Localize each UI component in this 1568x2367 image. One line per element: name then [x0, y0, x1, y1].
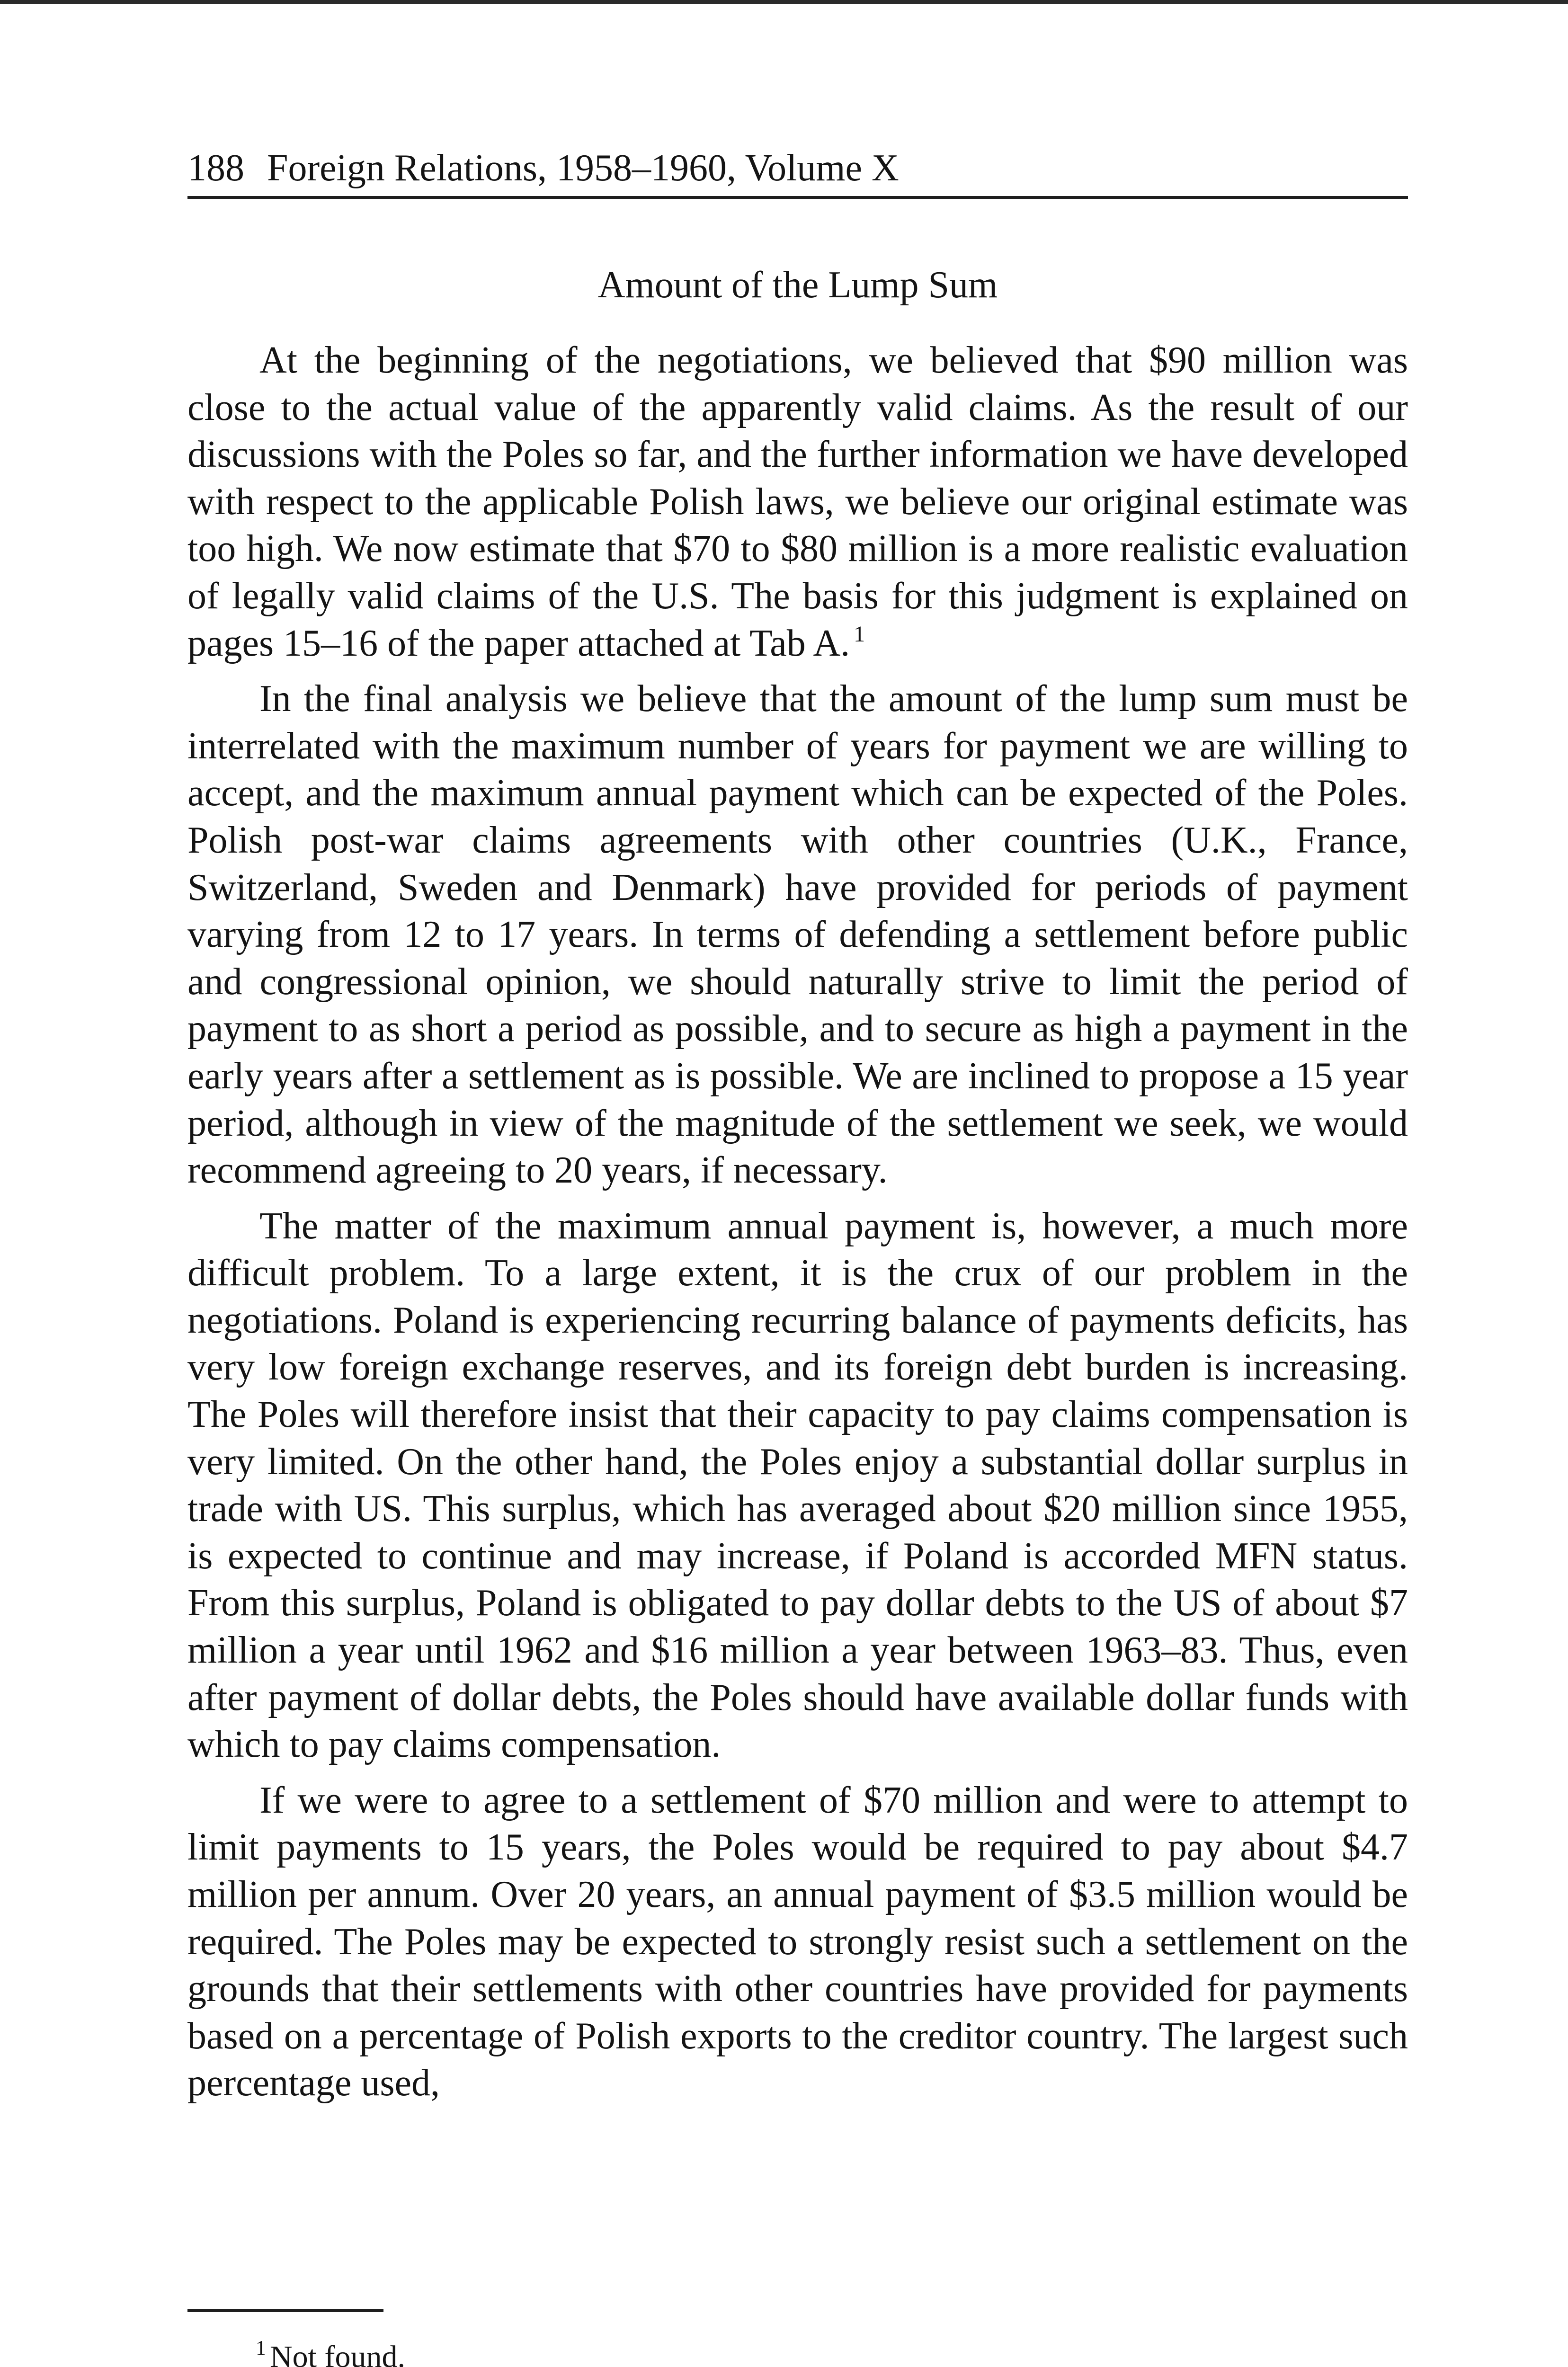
running-header — [187, 142, 1408, 199]
paragraph — [187, 1203, 1408, 1769]
page-number: 188 — [187, 147, 244, 189]
paragraph-text: In the final analysis we believe that the amount of the lump sum must be interrelated with the maximum number of years for payment we are willing to accept, and the maximum annual payment which can be expected of the Poles. Polish post-war claims agreements with other countries (U.K., France, Switzerland, Sweden and Denmark) have provided for periods of payment varying from 12 to 17 years. In terms of defending a settlement before public and congressional opinion, we should naturally strive to limit the period of payment to as short a period as possible, and to secure as high a payment in the early years after a settlement as is possible. We are inclined to propose a 15 year period, although in view of the magnitude of the settlement we seek, we would recommend agreeing to 20 years, if necessary. — [187, 678, 1408, 1192]
paragraph-text: At the beginning of the negotiations, we believed that $90 million was close to the actual value of the apparently valid claims. As the result of our discussions with the Poles so far, and the further information we have developed with respect to the applicable Polish laws, we believe our original estimate was too high. We now estimate that $70 to $80 million is a more realistic evaluation of legally valid claims of the U.S. The basis for this judgment is explained on pages 15–16 of the paper attached at Tab A. — [187, 339, 1408, 664]
scan-top-edge — [0, 0, 1568, 4]
paragraph — [187, 676, 1408, 1194]
footnote-divider — [187, 2309, 383, 2312]
paragraph — [187, 337, 1408, 667]
paragraph-text: The matter of the maximum annual payment is, however, a much more difficult problem. To a large extent, it is the crux of our problem in the negotiations. Poland is experiencing recurring balance of payments deficits, has very low foreign exchange reserves, and its foreign debt burden is increasing. The Poles will therefore insist that their capacity to pay claims compensation is very limited. On the other hand, the Poles enjoy a substantial dollar surplus in trade with US. This surplus, which has averaged about $20 million since 1955, is expected to continue and may increase, if Poland is accorded MFN status. From this surplus, Poland is obligated to pay dollar debts to the US of about $7 million a year until 1962 and $16 million a year between 1963–83. Thus, even after payment of dollar debts, the Poles should have available dollar funds with which to pay claims compensation. — [187, 1205, 1408, 1766]
running-title: Foreign Relations, 1958–1960, Volume X — [267, 147, 899, 189]
footnote-mark: 1 — [256, 2336, 266, 2359]
footnote — [256, 2336, 405, 2367]
body-text — [187, 337, 1408, 2116]
footnote-text: Not found. — [270, 2340, 405, 2367]
footnote-reference: 1 — [854, 621, 865, 647]
paragraph — [187, 1777, 1408, 2107]
paragraph-text: If we were to agree to a settlement of $70 million and were to attempt to limit payments to 15 years, the Poles would be required to pay about $4.7 million per annum. Over 20 years, an annual payment of $3.5 million would be required. The Poles may be expected to strongly resist such a settlement on the grounds that their settlements with other countries have provided for payments based on a percentage of Polish exports to the creditor country. The largest such percentage used, — [187, 1779, 1408, 2104]
section-title: Amount of the Lump Sum — [597, 264, 998, 306]
